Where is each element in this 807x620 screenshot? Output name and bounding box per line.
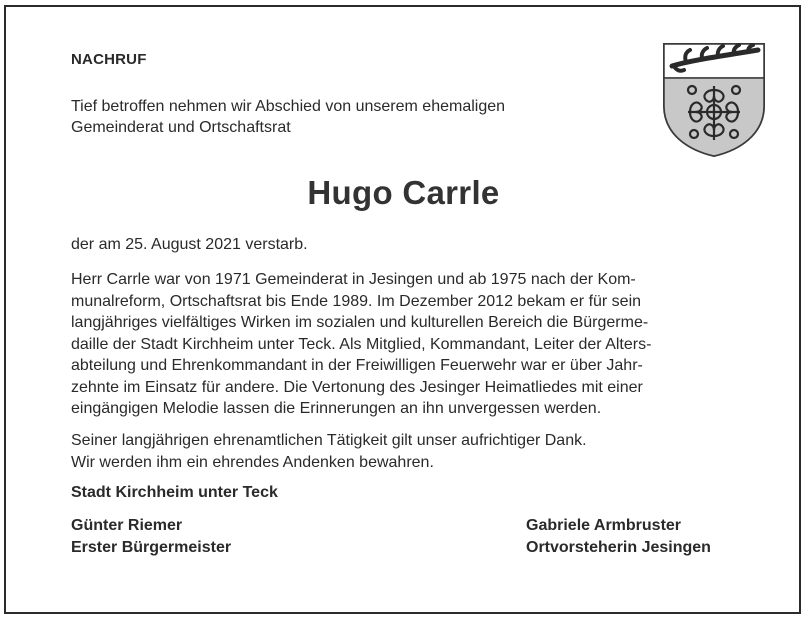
intro-text <box>71 96 631 138</box>
date-line: der am 25. August 2021 verstarb. <box>71 236 308 253</box>
body-line: langjähriges vielfältiges Wirken im sozialen und kulturellen Bereich die Bürgerme- <box>71 314 649 331</box>
organization-name: Stadt Kirchheim unter Teck <box>71 484 278 501</box>
signatory-name: Gabriele Armbruster <box>526 517 682 534</box>
notice-heading: NACHRUF <box>71 51 147 68</box>
intro-line: Gemeinderat und Ortschaftsrat <box>71 119 291 136</box>
intro-line: Tief betroffen nehmen wir Abschied von unserem ehemaligen <box>71 98 506 115</box>
signatory-left <box>71 515 231 559</box>
body-line: zehnte im Einsatz für andere. Die Vertonung des Jesinger Heimatliedes mit einer <box>71 378 643 396</box>
coat-of-arms-icon <box>662 42 766 158</box>
closing-paragraph <box>71 430 751 473</box>
signatory-title: Ortvorsteherin Jesingen <box>526 539 711 556</box>
closing-line: Seiner langjährigen ehrenamtlichen Tätigkeit gilt unser aufrichtiger Dank. <box>71 432 587 449</box>
body-line: abteilung und Ehrenkommandant in der Freiwilligen Feuerwehr war er über Jahr- <box>71 357 643 374</box>
signatory-name: Günter Riemer <box>71 517 183 534</box>
signatory-right <box>526 515 711 559</box>
deceased-name: Hugo Carrle <box>307 174 500 211</box>
closing-line: Wir werden ihm ein ehrendes Andenken bewahren. <box>71 453 434 471</box>
signatory-title: Erster Bürgermeister <box>71 539 232 556</box>
body-paragraph <box>71 269 751 420</box>
body-line: munalreform, Ortschaftsrat bis Ende 1989. Im Dezember 2012 bekam er für sein <box>71 292 642 310</box>
body-line: daille der Stadt Kirchheim unter Teck. Als Mitglied, Kommandant, Leiter der Alters- <box>71 335 652 353</box>
body-line: Herr Carrle war von 1971 Gemeinderat in Jesingen und ab 1975 nach der Kom- <box>71 271 636 288</box>
body-line: eingängigen Melodie lassen die Erinnerungen an ihn unvergessen werden. <box>71 400 602 417</box>
